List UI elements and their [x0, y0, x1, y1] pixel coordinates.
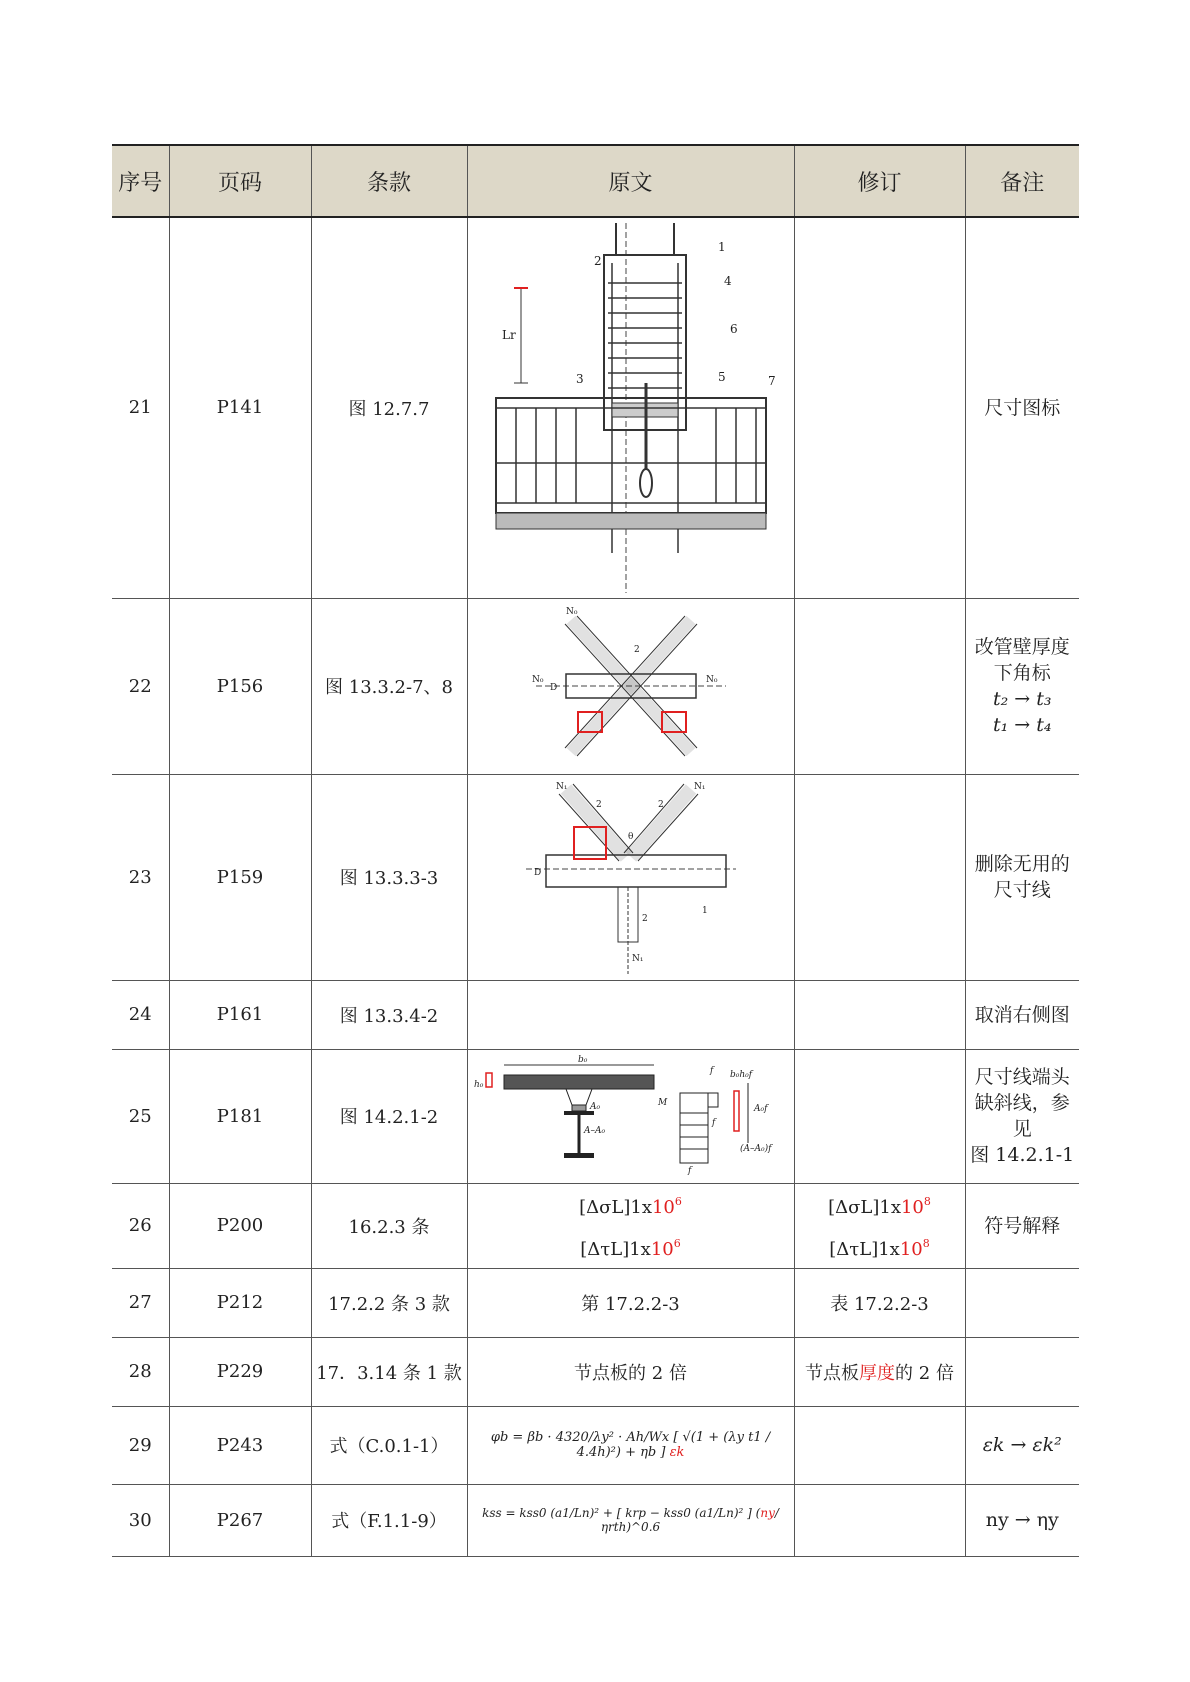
remark-cell: ny → ηy	[965, 1484, 1079, 1556]
row-clause: 图 13.3.2-7、8	[311, 598, 467, 774]
header-revised: 修订	[794, 145, 965, 217]
revised-line: $[\Delta\tau L]1x10^8$	[829, 1236, 930, 1260]
label-f-top: f	[709, 1066, 713, 1076]
label-n0-right: N₀	[705, 675, 717, 685]
remark-line: t₂ → t₃	[992, 688, 1052, 710]
revised-cell	[794, 598, 965, 774]
label-d: D	[533, 868, 541, 878]
formula-red-term: ny	[760, 1506, 775, 1520]
row-page: P159	[169, 774, 311, 980]
row-no: 28	[112, 1337, 169, 1406]
row-page: P200	[169, 1183, 311, 1268]
composite-beam-section-figure	[472, 1053, 790, 1179]
label-2-right: 2	[657, 800, 664, 810]
remark-cell	[965, 598, 1079, 774]
row-clause: 图 13.3.3-3	[311, 774, 467, 980]
row-no: 23	[112, 774, 169, 980]
remark-cell	[965, 1337, 1079, 1406]
formula-red-term: εk	[669, 1445, 685, 1460]
label-n1-left: N₁	[555, 782, 567, 792]
column-base-rebar-figure	[486, 223, 776, 593]
remark-cell	[965, 1183, 1079, 1268]
original-figure-cell	[467, 598, 794, 774]
label-lr: Lr	[501, 327, 516, 342]
label-1: 1	[701, 906, 708, 916]
remark-line: 尺寸线	[993, 879, 1051, 901]
x-tube-joint-figure	[526, 602, 736, 770]
row-no: 21	[112, 217, 169, 598]
revised-cell: 节点板厚度的 2 倍	[794, 1337, 965, 1406]
label-1: 1	[717, 239, 726, 254]
header-clause: 条款	[311, 145, 467, 217]
table-row	[112, 1406, 1079, 1484]
table-row	[112, 598, 1079, 774]
row-page: P229	[169, 1337, 311, 1406]
original-figure-cell	[467, 774, 794, 980]
revised-cell	[794, 1049, 965, 1183]
remark-line: t₁ → t₄	[992, 714, 1052, 736]
table-row	[112, 1484, 1079, 1556]
label-n0-top: N₀	[565, 607, 577, 617]
remark-line: 尺寸线端头	[974, 1066, 1070, 1088]
table-row	[112, 1337, 1079, 1406]
table-row	[112, 217, 1079, 598]
formula-tail: /ηrth)^0.6	[600, 1506, 779, 1534]
row-no: 25	[112, 1049, 169, 1183]
original-line: $[\Delta\sigma L]1x10^6$	[579, 1194, 682, 1218]
original-cell	[467, 1183, 794, 1268]
header-original: 原文	[467, 145, 794, 217]
label-2-bottom: 2	[641, 914, 648, 924]
remark-line: 缺斜线，参见	[974, 1092, 1070, 1140]
label-d: D	[549, 683, 557, 693]
header-page: 页码	[169, 145, 311, 217]
revised-cell	[794, 1484, 965, 1556]
revised-cell	[794, 774, 965, 980]
row-page: P156	[169, 598, 311, 774]
table-row	[112, 980, 1079, 1049]
remark-cell: εk → εk²	[965, 1406, 1079, 1484]
label-a-minus-a0: A–A₀	[583, 1126, 605, 1136]
row-no: 24	[112, 980, 169, 1049]
original-figure-cell	[467, 1049, 794, 1183]
label-n1-bottom: N₁	[631, 954, 643, 964]
remark-line: 尺寸图标	[984, 396, 1061, 419]
original-formula-cell	[467, 1484, 794, 1556]
original-line: $[\Delta\tau L]1x10^6$	[580, 1236, 681, 1260]
label-f-bottom: f	[687, 1166, 691, 1176]
row-clause: 16.2.3 条	[311, 1183, 467, 1268]
label-6: 6	[729, 321, 738, 336]
remark-cell	[965, 1049, 1079, 1183]
original-cell: 节点板的 2 倍	[467, 1337, 794, 1406]
remark-line: 取消右侧图	[974, 1003, 1070, 1026]
label-3: 3	[575, 371, 584, 386]
table-row	[112, 1183, 1079, 1268]
label-m: M	[657, 1098, 667, 1108]
label-b0h0f: b₀h₀f	[729, 1070, 752, 1080]
header-row	[112, 145, 1079, 217]
revised-cell: 表 17.2.2-3	[794, 1268, 965, 1337]
label-2: 2	[633, 645, 640, 655]
original-formula-cell	[467, 1406, 794, 1484]
row-clause: 图 13.3.4-2	[311, 980, 467, 1049]
label-4: 4	[723, 273, 732, 288]
header-no: 序号	[112, 145, 169, 217]
row-page: P161	[169, 980, 311, 1049]
row-no: 22	[112, 598, 169, 774]
row-clause: 17.2.2 条 3 款	[311, 1268, 467, 1337]
row-page: P212	[169, 1268, 311, 1337]
label-a0: A₀	[589, 1102, 600, 1112]
row-clause: 式（C.0.1-1）	[311, 1406, 467, 1484]
original-figure-cell	[467, 217, 794, 598]
remark-line: 符号解释	[984, 1214, 1061, 1237]
remark-cell	[965, 774, 1079, 980]
revision-table	[112, 144, 1079, 1557]
remark-cell	[965, 217, 1079, 598]
formula-text: kss = kss0 (a1/Ln)² + [ krp − kss0 (a1/Ln)² ] (	[482, 1506, 761, 1520]
remark-line: 下角标	[993, 662, 1051, 684]
remark-line: 改管壁厚度	[974, 636, 1070, 658]
header-remark: 备注	[965, 145, 1079, 217]
remark-line: 删除无用的	[974, 853, 1070, 875]
remark-line: 图 14.2.1-1	[970, 1144, 1075, 1166]
row-clause: 17．3.14 条 1 款	[311, 1337, 467, 1406]
row-page: P141	[169, 217, 311, 598]
label-a-a0-f: (A–A₀)f	[739, 1144, 771, 1154]
revised-cell	[794, 980, 965, 1049]
label-a0f: A₀f	[753, 1104, 767, 1114]
label-7: 7	[767, 373, 776, 388]
row-no: 26	[112, 1183, 169, 1268]
revised-cell	[794, 217, 965, 598]
label-5: 5	[717, 369, 726, 384]
row-no: 29	[112, 1406, 169, 1484]
original-cell: 第 17.2.2-3	[467, 1268, 794, 1337]
formula-text: φb = βb · 4320/λy² · Ah/Wx [ √(1 + (λy t1 / 4.4h)²) + ηb ]	[490, 1430, 771, 1460]
label-2-left: 2	[595, 800, 602, 810]
row-clause: 式（F.1.1-9）	[311, 1484, 467, 1556]
row-no: 30	[112, 1484, 169, 1556]
revised-cell	[794, 1183, 965, 1268]
row-page: P243	[169, 1406, 311, 1484]
k-tube-joint-figure	[516, 779, 746, 975]
label-h0: h₀	[473, 1080, 483, 1090]
revised-line: $[\Delta\sigma L]1x10^8$	[828, 1194, 931, 1218]
label-n0-left: N₀	[531, 675, 543, 685]
table-row	[112, 774, 1079, 980]
remark-cell	[965, 980, 1079, 1049]
table-row	[112, 1049, 1079, 1183]
label-theta: θ	[627, 832, 633, 842]
row-clause: 图 14.2.1-2	[311, 1049, 467, 1183]
label-f-mid: f	[711, 1118, 715, 1128]
row-page: P267	[169, 1484, 311, 1556]
label-b0: b₀	[577, 1055, 587, 1065]
original-cell	[467, 980, 794, 1049]
row-no: 27	[112, 1268, 169, 1337]
label-n1-right: N₁	[693, 782, 705, 792]
label-2: 2	[593, 253, 602, 268]
revised-cell	[794, 1406, 965, 1484]
remark-cell	[965, 1268, 1079, 1337]
row-clause: 图 12.7.7	[311, 217, 467, 598]
row-page: P181	[169, 1049, 311, 1183]
table-row	[112, 1268, 1079, 1337]
